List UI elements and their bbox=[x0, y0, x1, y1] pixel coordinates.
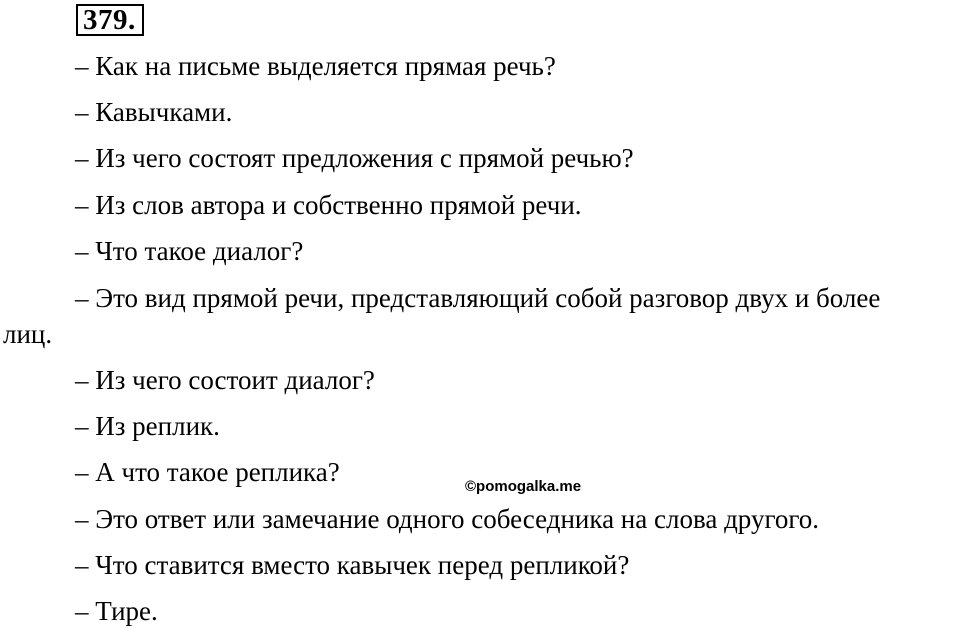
dialogue-line-question-5: – А что такое реплика? bbox=[75, 457, 340, 487]
dialogue-line-question-1: – Как на письме выделяется прямая речь? bbox=[75, 51, 556, 81]
dialogue-line-answer-3: – Это вид прямой речи, представляющий собой разговор двух и более bbox=[75, 283, 881, 313]
dialogue-line-answer-6: – Тире. bbox=[75, 596, 158, 626]
dialogue-line-answer-5: – Это ответ или замечание одного собеседника на слова другого. bbox=[75, 504, 820, 534]
watermark: ©pomogalka.me bbox=[465, 478, 582, 495]
exercise-number-box: 379. bbox=[76, 4, 144, 36]
dialogue-line-answer-4: – Из реплик. bbox=[75, 411, 220, 441]
dialogue-line-answer-1: – Кавычками. bbox=[75, 97, 233, 127]
dialogue-line-question-2: – Из чего состоят предложения с прямой речью? bbox=[75, 143, 634, 173]
dialogue-line-answer-2: – Из слов автора и собственно прямой речи. bbox=[75, 190, 582, 220]
dialogue-line-question-6: – Что ставится вместо кавычек перед репликой? bbox=[75, 550, 630, 580]
dialogue-line-question-4: – Из чего состоит диалог? bbox=[75, 365, 375, 395]
dialogue-line-question-3: – Что такое диалог? bbox=[75, 236, 304, 266]
dialogue-line-answer-3-continuation: лиц. bbox=[3, 319, 53, 349]
